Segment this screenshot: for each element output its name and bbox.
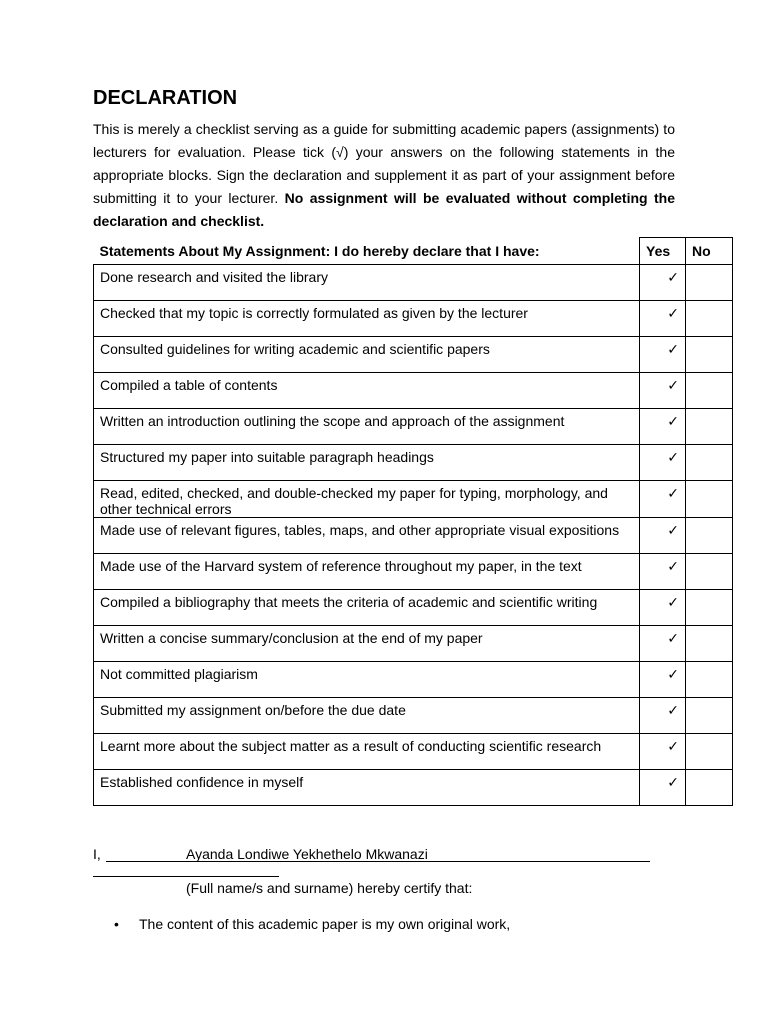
declaration-checklist-table — [93, 237, 733, 806]
no-checkbox[interactable] — [686, 409, 733, 445]
intro-paragraph — [93, 118, 675, 233]
header-statement: Statements About My Assignment: I do hereby declare that I have: — [94, 238, 640, 265]
table-row — [94, 518, 733, 554]
certification-statement: The content of this academic paper is my own original work, — [139, 916, 511, 932]
yes-checkbox[interactable]: ✓ — [640, 626, 686, 662]
table-header-row — [94, 238, 733, 265]
table-row — [94, 337, 733, 373]
yes-checkbox[interactable]: ✓ — [640, 590, 686, 626]
statement-cell: Done research and visited the library — [94, 265, 640, 301]
list-item — [114, 915, 510, 933]
no-checkbox[interactable] — [686, 265, 733, 301]
statement-cell: Made use of the Harvard system of reference throughout my paper, in the text — [94, 554, 640, 590]
statement-cell: Written an introduction outlining the scope and approach of the assignment — [94, 409, 640, 445]
yes-checkbox[interactable]: ✓ — [640, 662, 686, 698]
table-row — [94, 734, 733, 770]
statement-cell: Compiled a bibliography that meets the criteria of academic and scientific writing — [94, 590, 640, 626]
statement-cell: Compiled a table of contents — [94, 373, 640, 409]
no-checkbox[interactable] — [686, 662, 733, 698]
statement-cell: Made use of relevant figures, tables, maps, and other appropriate visual expositions — [94, 518, 640, 554]
no-checkbox[interactable] — [686, 734, 733, 770]
table-row — [94, 373, 733, 409]
yes-checkbox[interactable]: ✓ — [640, 770, 686, 806]
yes-checkbox[interactable]: ✓ — [640, 445, 686, 481]
statement-cell: Written a concise summary/conclusion at the end of my paper — [94, 626, 640, 662]
yes-checkbox[interactable]: ✓ — [640, 265, 686, 301]
full-name-caption: (Full name/s and surname) hereby certify that: — [186, 880, 473, 896]
statement-cell: Read, edited, checked, and double-checked my paper for typing, morphology, and other technical errors — [94, 481, 640, 518]
table-row — [94, 626, 733, 662]
statement-cell: Established confidence in myself — [94, 770, 640, 806]
no-checkbox[interactable] — [686, 373, 733, 409]
header-yes: Yes — [640, 238, 686, 265]
statement-cell: Consulted guidelines for writing academic and scientific papers — [94, 337, 640, 373]
table-row — [94, 481, 733, 518]
header-no: No — [686, 238, 733, 265]
yes-checkbox[interactable]: ✓ — [640, 554, 686, 590]
table-row — [94, 554, 733, 590]
no-checkbox[interactable] — [686, 445, 733, 481]
intro-bold-text: No assignment will be evaluated without completing the declaration and checklist. — [93, 190, 676, 229]
yes-checkbox[interactable]: ✓ — [640, 698, 686, 734]
statement-cell: Checked that my topic is correctly formulated as given by the lecturer — [94, 301, 640, 337]
yes-checkbox[interactable]: ✓ — [640, 301, 686, 337]
table-row — [94, 445, 733, 481]
no-checkbox[interactable] — [686, 590, 733, 626]
table-row — [94, 590, 733, 626]
statement-cell: Submitted my assignment on/before the due date — [94, 698, 640, 734]
no-checkbox[interactable] — [686, 554, 733, 590]
table-row — [94, 301, 733, 337]
table-row — [94, 265, 733, 301]
statement-cell: Learnt more about the subject matter as a result of conducting scientific research — [94, 734, 640, 770]
no-checkbox[interactable] — [686, 770, 733, 806]
certification-prefix: I, — [93, 846, 101, 862]
table-row — [94, 409, 733, 445]
no-checkbox[interactable] — [686, 337, 733, 373]
no-checkbox[interactable] — [686, 301, 733, 337]
table-row — [94, 662, 733, 698]
table-row — [94, 770, 733, 806]
no-checkbox[interactable] — [686, 698, 733, 734]
bullet-icon: • — [114, 916, 119, 932]
yes-checkbox[interactable]: ✓ — [640, 373, 686, 409]
no-checkbox[interactable] — [686, 481, 733, 518]
yes-checkbox[interactable]: ✓ — [640, 518, 686, 554]
no-checkbox[interactable] — [686, 518, 733, 554]
page-title: DECLARATION — [93, 87, 238, 109]
table-row — [94, 698, 733, 734]
intro-text: This is merely a checklist serving as a guide for submitting academic papers (assignments) to lecturers for evaluation. Please tick (√) your answers on the following statements in the appropriate blocks. Sign the declaration and supplement it as part of your assignment before submitting it to your lecturer. — [93, 121, 675, 206]
yes-checkbox[interactable]: ✓ — [640, 481, 686, 518]
full-name-field[interactable]: Ayanda Londiwe Yekhethelo Mkwanazi — [186, 846, 428, 862]
yes-checkbox[interactable]: ✓ — [640, 409, 686, 445]
yes-checkbox[interactable]: ✓ — [640, 734, 686, 770]
name-signature-line-continuation — [93, 876, 279, 877]
no-checkbox[interactable] — [686, 626, 733, 662]
yes-checkbox[interactable]: ✓ — [640, 337, 686, 373]
statement-cell: Not committed plagiarism — [94, 662, 640, 698]
statement-cell: Structured my paper into suitable paragraph headings — [94, 445, 640, 481]
